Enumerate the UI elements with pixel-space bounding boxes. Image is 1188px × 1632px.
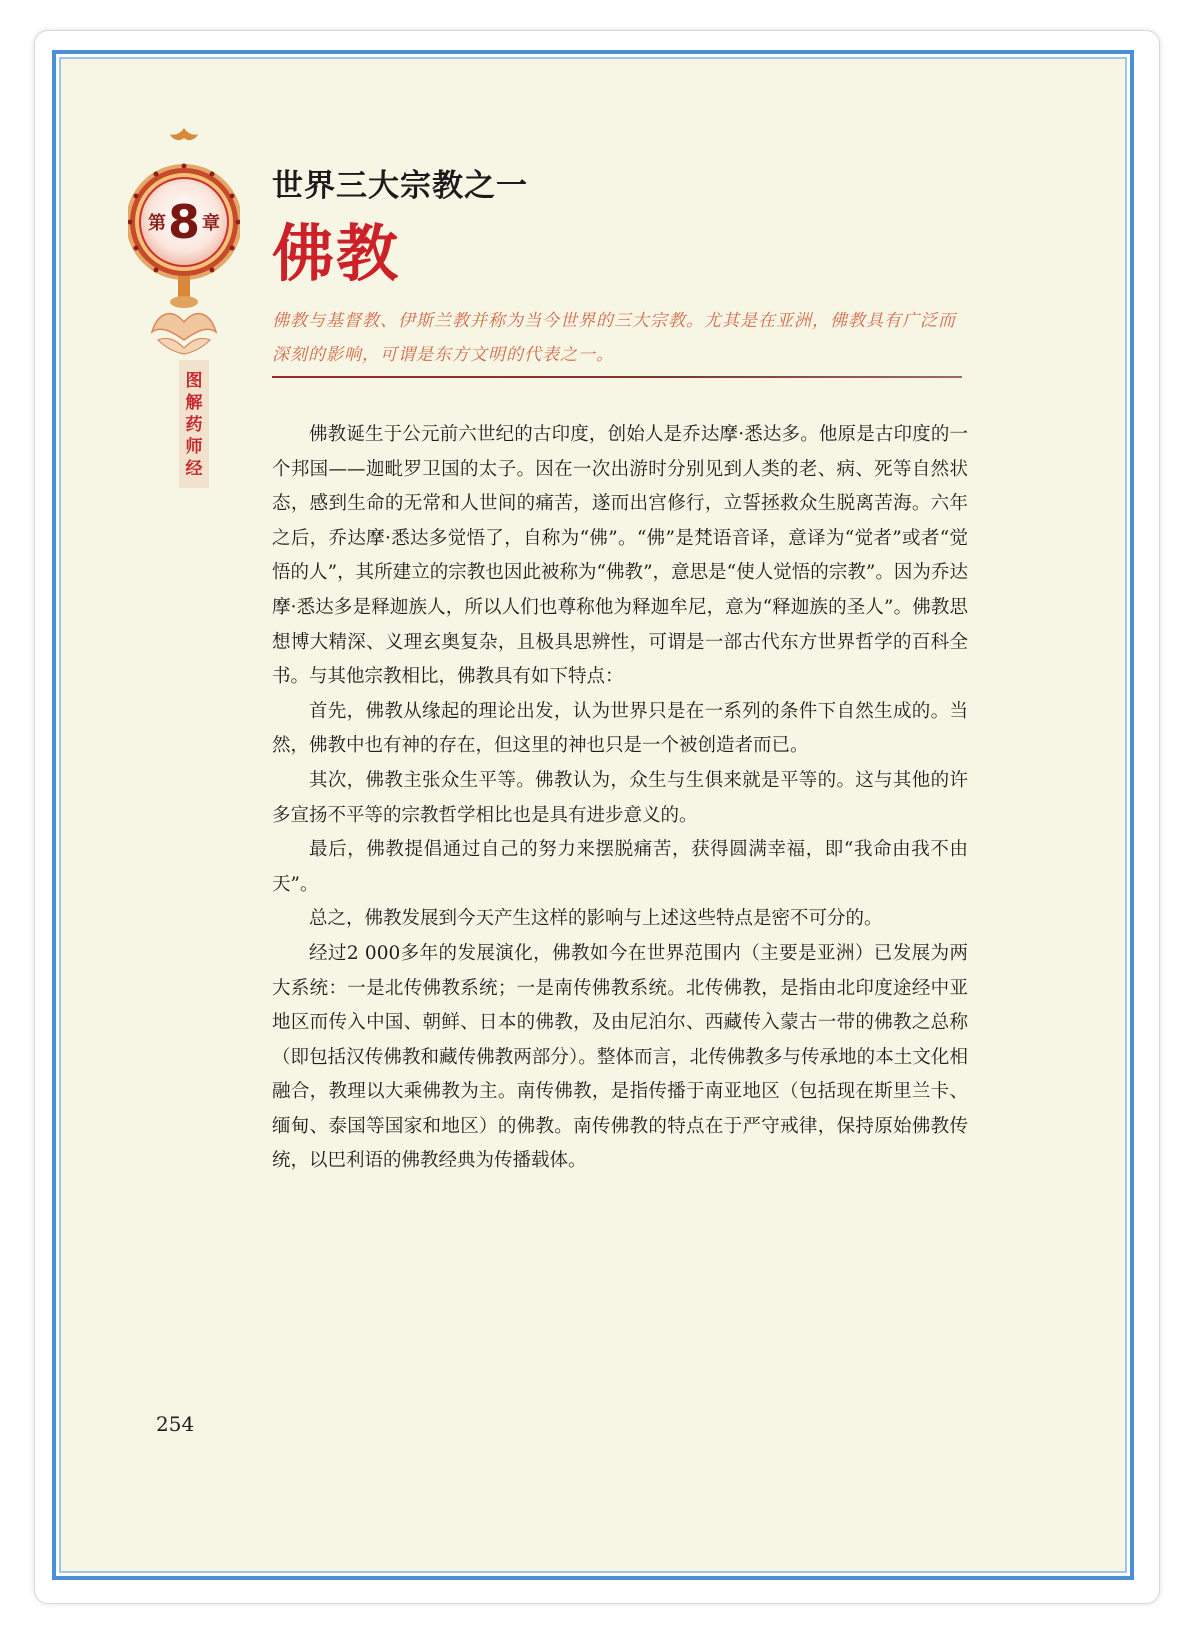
chapter-number: 8 [168, 195, 201, 249]
page-number: 254 [156, 1412, 195, 1436]
paragraph: 其次，佛教主张众生平等。佛教认为，众生与生俱来就是平等的。这与其他的许多宣扬不平等的宗教哲学相比也是具有进步意义的。 [272, 769, 968, 826]
paragraph: 最后，佛教提倡通过自己的努力来摆脱痛苦，获得圆满幸福，即“我命由我不由天”。 [272, 839, 968, 895]
book-series-char: 师 [185, 437, 203, 457]
book-series-label [179, 360, 209, 488]
book-series-text [179, 370, 209, 480]
divider-line [272, 376, 962, 378]
paragraph: 总之，佛教发展到今天产生这样的影响与上述这些特点是密不可分的。 [309, 908, 883, 930]
body-text [272, 418, 968, 1179]
book-series-char: 图 [185, 371, 203, 391]
chapter-title: 佛教 [272, 217, 401, 290]
paragraph: 经过2 000多年的发展演化，佛教如今在世界范围内（主要是亚洲）已发展为两大系统：一是北传佛教系统；一是南传佛教系统。北传佛教，是指由北印度途经中亚地区而传入中国、朝鲜、日本的佛教，及由尼泊尔、西藏传入蒙古一带的佛教之总称（即包括汉传佛教和藏传佛教两部分）。整体而言，北传佛教多与传承地的本土文化相融合，教理以大乘佛教为主。南传佛教，是指传播于南亚地区（包括现在斯里兰卡、缅甸、泰国等国家和地区）的佛教。南传佛教的特点在于严守戒律，保持原始佛教传统，以巴利语的佛教经典为传播载体。 [272, 942, 968, 1172]
chapter-number-group [148, 192, 220, 252]
chapter-prefix: 第 [148, 213, 166, 234]
paragraph: 首先，佛教从缘起的理论出发，认为世界只是在一系列的条件下自然生成的。当然，佛教中也有神的存在，但这里的神也只是一个被创造者而已。 [272, 700, 968, 757]
book-series-char: 解 [185, 393, 203, 413]
book-series-char: 经 [185, 459, 203, 479]
book-series-char: 药 [185, 415, 203, 435]
chapter-intro: 佛教与基督教、伊斯兰教并称为当今世界的三大宗教。尤其是在亚洲，佛教具有广泛而深刻的影响，可谓是东方文明的代表之一。 [272, 311, 956, 365]
chapter-subtitle: 世界三大宗教之一 [272, 168, 528, 204]
chapter-suffix: 章 [202, 213, 221, 234]
paragraph: 佛教诞生于公元前六世纪的古印度，创始人是乔达摩·悉达多。他原是古印度的一个邦国——迦毗罗卫国的太子。因在一次出游时分别见到人类的老、病、死等自然状态，感到生命的无常和人世间的痛苦，遂而出宫修行，立誓拯救众生脱离苦海。六年之后，乔达摩·悉达多觉悟了，自称为“佛”。“佛”是梵语音译，意译为“觉者”或者“觉悟的人”，其所建立的宗教也因此被称为“佛教”，意思是“使人觉悟的宗教”。因为乔达摩·悉达多是释迦族人，所以人们也尊称他为释迦牟尼，意为“释迦族的圣人”。佛教思想博大精深、义理玄奥复杂，且极具思辨性，可谓是一部古代东方世界哲学的百科全书。与其他宗教相比，佛教具有如下特点： [272, 424, 968, 688]
